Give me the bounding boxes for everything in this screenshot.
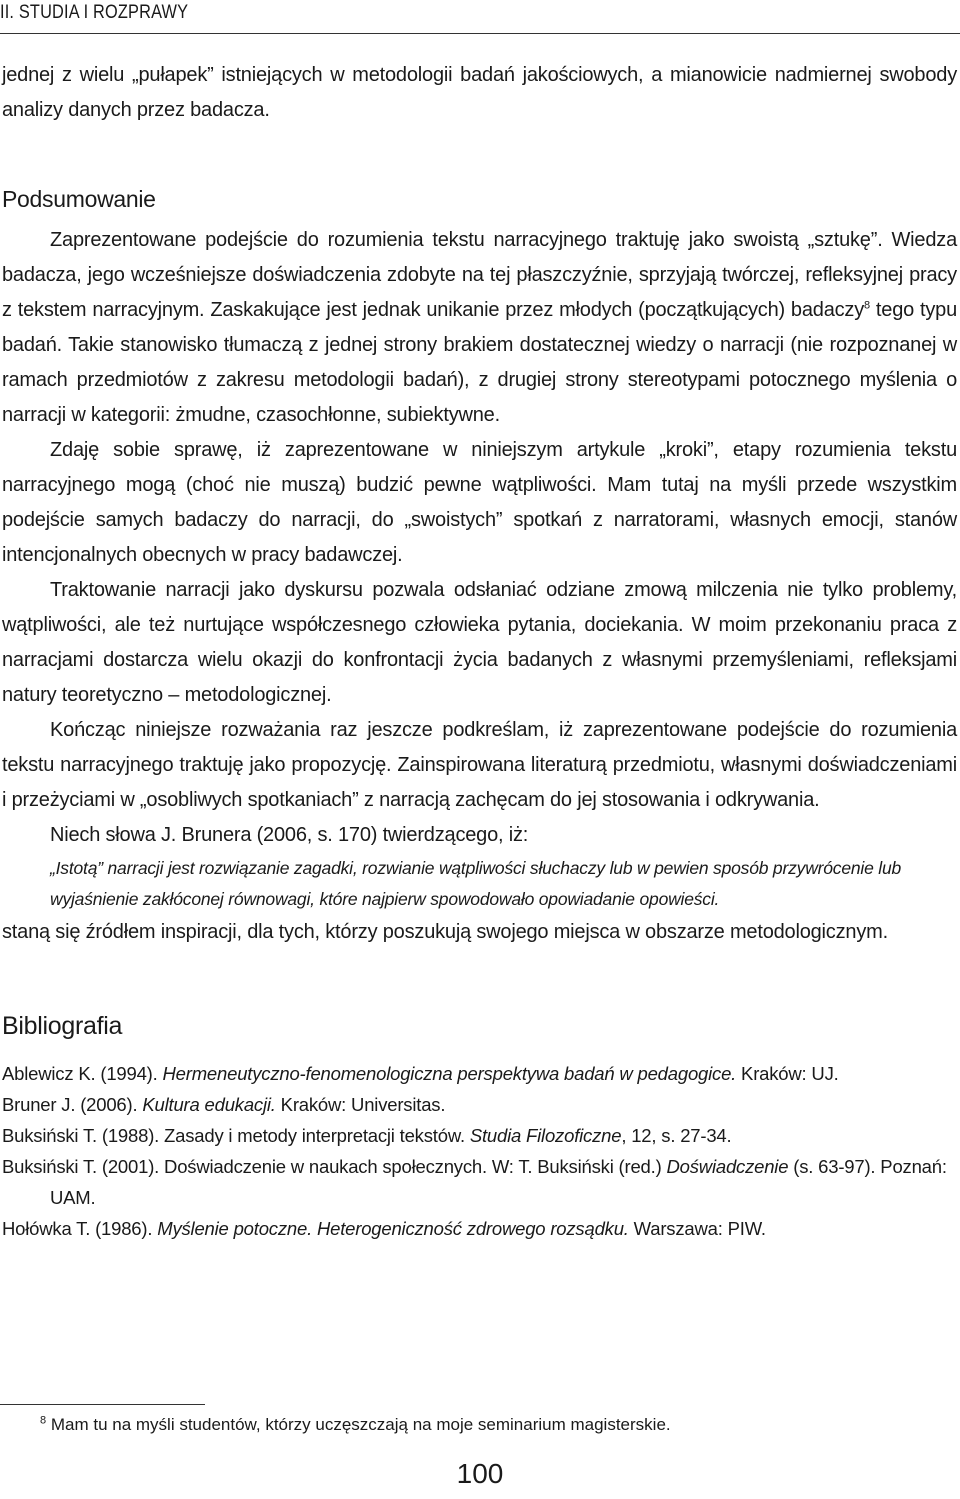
bib-entry-publisher: Warszawa: PIW. [628, 1218, 766, 1239]
section-heading-bibliography: Bibliografia [2, 1012, 123, 1040]
page-number: 100 [456, 1458, 504, 1489]
summary-paragraph-3: Traktowanie narracji jako dyskursu pozwala odsłaniać odziane zmową milczenia nie tylko problemy, wątpliwości, ale też nurtujące współczesnego człowieka pytania, dociekania. W moim przekonaniu praca z narracjami dostarcza wielu okazji do konfrontacji życia badanych z własnymi przemyśleniami, refleksjami natury teoretyczno – metodologicznej. [2, 579, 957, 706]
bibliography-entry [2, 1058, 957, 1089]
bib-entry-title: Doświadczenie [666, 1156, 789, 1177]
bib-entry-text: Bruner J. (2006). [2, 1094, 143, 1115]
section-heading-summary: Podsumowanie [2, 186, 156, 212]
body-text [2, 58, 957, 1244]
summary-paragraph-1 [2, 223, 957, 433]
summary-paragraph-1-text-b: tego typu badań. Takie stanowisko tłumaczą z jednej strony brakiem dostatecznej wiedzy o narracji (nie rozpoznanej w ramach przedmiotów z zakresu metodologii badań), z drugiej strony stereotypami potocznego myślenia o narracji w kategorii: żmudne, czasochłonne, subiektywne. [2, 299, 957, 426]
bib-entry-title: Hermeneutyczno-fenomenologiczna perspektywa badań w pedagogice. [162, 1063, 737, 1084]
footnote [40, 1412, 671, 1438]
bib-entry-title: Kultura edukacji. [142, 1094, 276, 1115]
bib-entry-text: Ablewicz K. (1994). [2, 1063, 163, 1084]
bib-entry-publisher: Kraków: UJ. [736, 1063, 839, 1084]
bib-entry-title: Myślenie potoczne. Heterogeniczność zdrowego rozsądku. [157, 1218, 629, 1239]
conclusion-paragraph: staną się źródłem inspiracji, dla tych, którzy poszukują swojego miejsca w obszarze metodologicznym. [2, 921, 888, 943]
bib-entry-title: Studia Filozoficzne [469, 1125, 622, 1146]
bibliography-entry [2, 1089, 957, 1120]
bib-entry-publisher: Kraków: Universitas. [275, 1094, 446, 1115]
footnote-marker: 8 [40, 1414, 47, 1427]
bibliography-list [2, 1058, 957, 1244]
bib-entry-text: Buksiński T. (2001). Doświadczenie w naukach społecznych. W: T. Buksiński (red.) [2, 1156, 667, 1177]
bib-entry-text: Hołówka T. (1986). [2, 1218, 158, 1239]
bibliography-entry [2, 1151, 957, 1213]
summary-paragraph-1-text-a: Zaprezentowane podejście do rozumienia tekstu narracyjnego traktuję jako swoistą „sztukę”. Wiedza badacza, jego wcześniejsze doświadczenia zdobyte na tej płaszczyźnie, sprzyjają twórczej, refleksyjnej pracy z tekstem narracyjnym. Zaskakujące jest jednak unikanie przez młodych (początkujących) badaczy [2, 229, 957, 321]
footnote-text: Mam tu na myśli studentów, którzy uczęszczają na moje seminarium magisterskie. [46, 1415, 671, 1434]
bib-entry-publisher: (s. 63-97). Poznań: UAM. [50, 1156, 947, 1208]
bibliography-entry [2, 1120, 957, 1151]
bib-entry-publisher: , 12, s. 27-34. [621, 1125, 732, 1146]
header-rule [0, 33, 960, 34]
footnote-rule [0, 1404, 205, 1405]
summary-paragraph-5: Niech słowa J. Brunera (2006, s. 170) twierdzącego, iż: [50, 824, 529, 846]
bibliography-entry [2, 1213, 957, 1244]
block-quote: „Istotą” narracji jest rozwiązanie zagadki, rozwianie wątpliwości słuchaczy lub w pewien sposób przywrócenie lub wyjaśnienie zakłóconej równowagi, które najpierw spowodowało opowiadanie opowieści. [50, 858, 902, 909]
running-head: II. STUDIA I ROZPRAWY [0, 2, 189, 23]
continuation-paragraph: jednej z wielu „pułapek” istniejących w metodologii badań jakościowych, a mianowicie nadmiernej swobody analizy danych przez badacza. [2, 64, 957, 121]
footnote-reference[interactable]: 8 [864, 299, 870, 312]
bib-entry-text: Buksiński T. (1988). Zasady i metody interpretacji tekstów. [2, 1125, 470, 1146]
summary-paragraph-2: Zdaję sobie sprawę, iż zaprezentowane w niniejszym artykule „kroki”, etapy rozumienia tekstu narracyjnego mogą (choć nie muszą) budzić pewne wątpliwości. Mam tutaj na myśli przede wszystkim podejście samych badaczy do narracji, do „swoistych” spotkań z narratorami, własnych emocji, stanów intencjonalnych obecnych w pracy badawczej. [2, 439, 957, 566]
summary-paragraph-4: Kończąc niniejsze rozważania raz jeszcze podkreślam, iż zaprezentowane podejście do rozumienia tekstu narracyjnego traktuję jako propozycję. Zainspirowana literaturą przedmiotu, własnymi doświadczeniami i przeżyciami w „osobliwych spotkaniach” z narracją zachęcam do jej stosowania i odkrywania. [2, 719, 957, 811]
